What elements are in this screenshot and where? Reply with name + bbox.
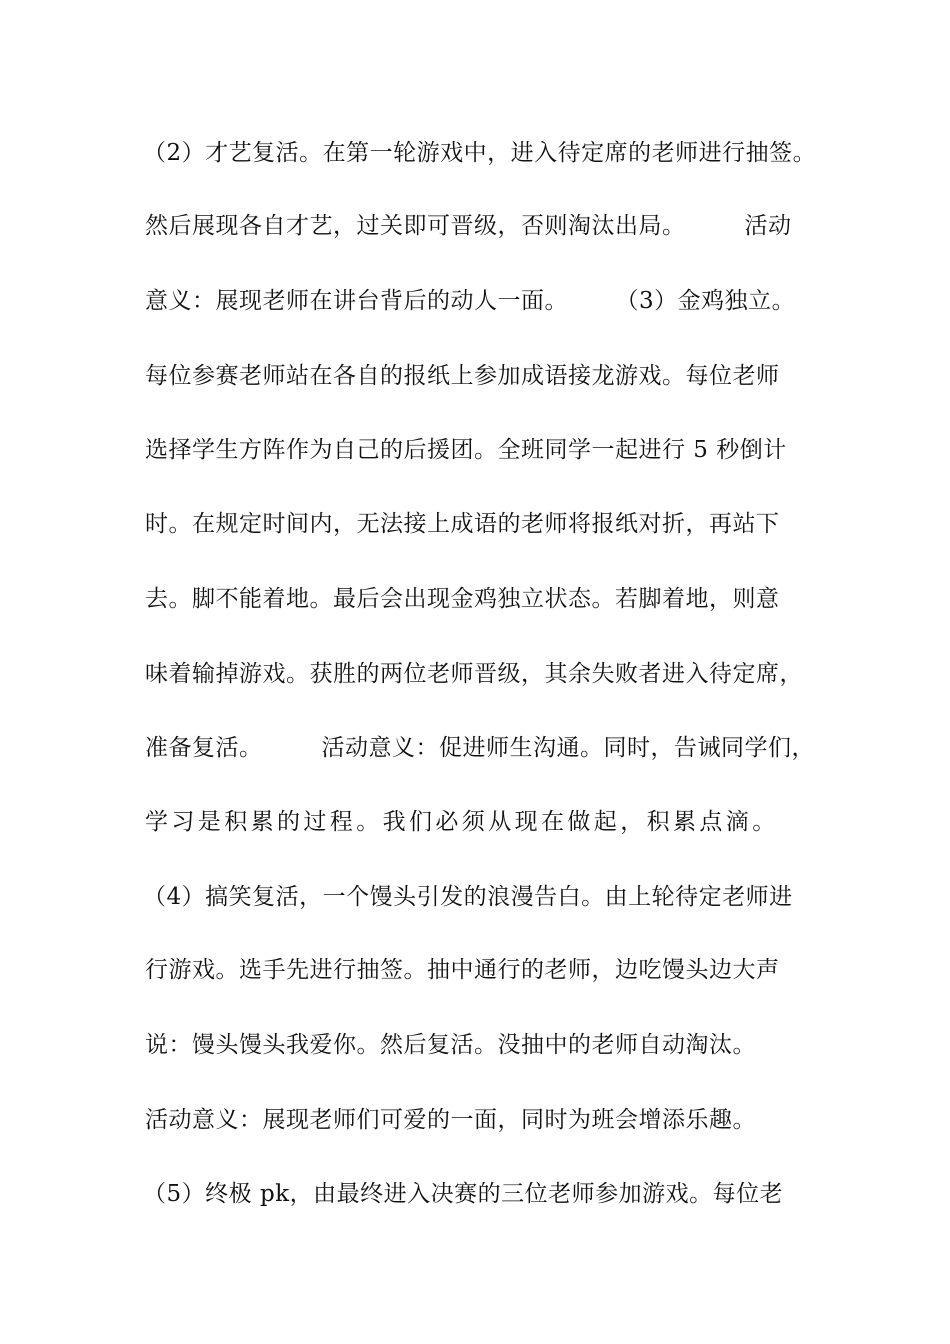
text-line: 活动意义：展现老师们可爱的一面，同时为班会增添乐趣。 — [145, 1107, 756, 1133]
text-line: 行游戏。选手先进行抽签。抽中通行的老师，边吃馒头边大声 — [145, 957, 780, 983]
text-line: 准备复活。 活动意义：促进师生沟通。同时，告诫同学们， — [145, 735, 815, 761]
text-line: 然后展现各自才艺，过关即可晋级，否则淘汰出局。 活动 — [145, 213, 792, 239]
text-line: 学习是积累的过程。我们必须从现在做起，积累点滴。 — [145, 809, 779, 835]
text-line: 意义：展现老师在讲台背后的动人一面。 （3）金鸡独立。 — [145, 288, 796, 314]
text-line: 味着输掉游戏。获胜的两位老师晋级，其余失败者进入待定席， — [145, 661, 803, 687]
text-line: 时。在规定时间内，无法接上成语的老师将报纸对折，再站下 — [145, 511, 780, 537]
text-line: （4）搞笑复活，一个馒头引发的浪漫告白。由上轮待定老师进 — [143, 884, 793, 910]
text-line: （2）才艺复活。在第一轮游戏中，进入待定席的老师进行抽签。 — [143, 140, 817, 166]
text-line: 选择学生方阵作为自己的后援团。全班同学一起进行 5 秒倒计 — [145, 437, 787, 463]
text-line: 去。脚不能着地。最后会出现金鸡独立状态。若脚着地，则意 — [145, 586, 780, 612]
text-line: （5）终极 pk，由最终进入决赛的三位老师参加游戏。每位老 — [143, 1181, 784, 1207]
text-line: 每位参赛老师站在各自的报纸上参加成语接龙游戏。每位老师 — [145, 363, 780, 389]
text-line: 说：馒头馒头我爱你。然后复活。没抽中的老师自动淘汰。 — [145, 1032, 756, 1058]
